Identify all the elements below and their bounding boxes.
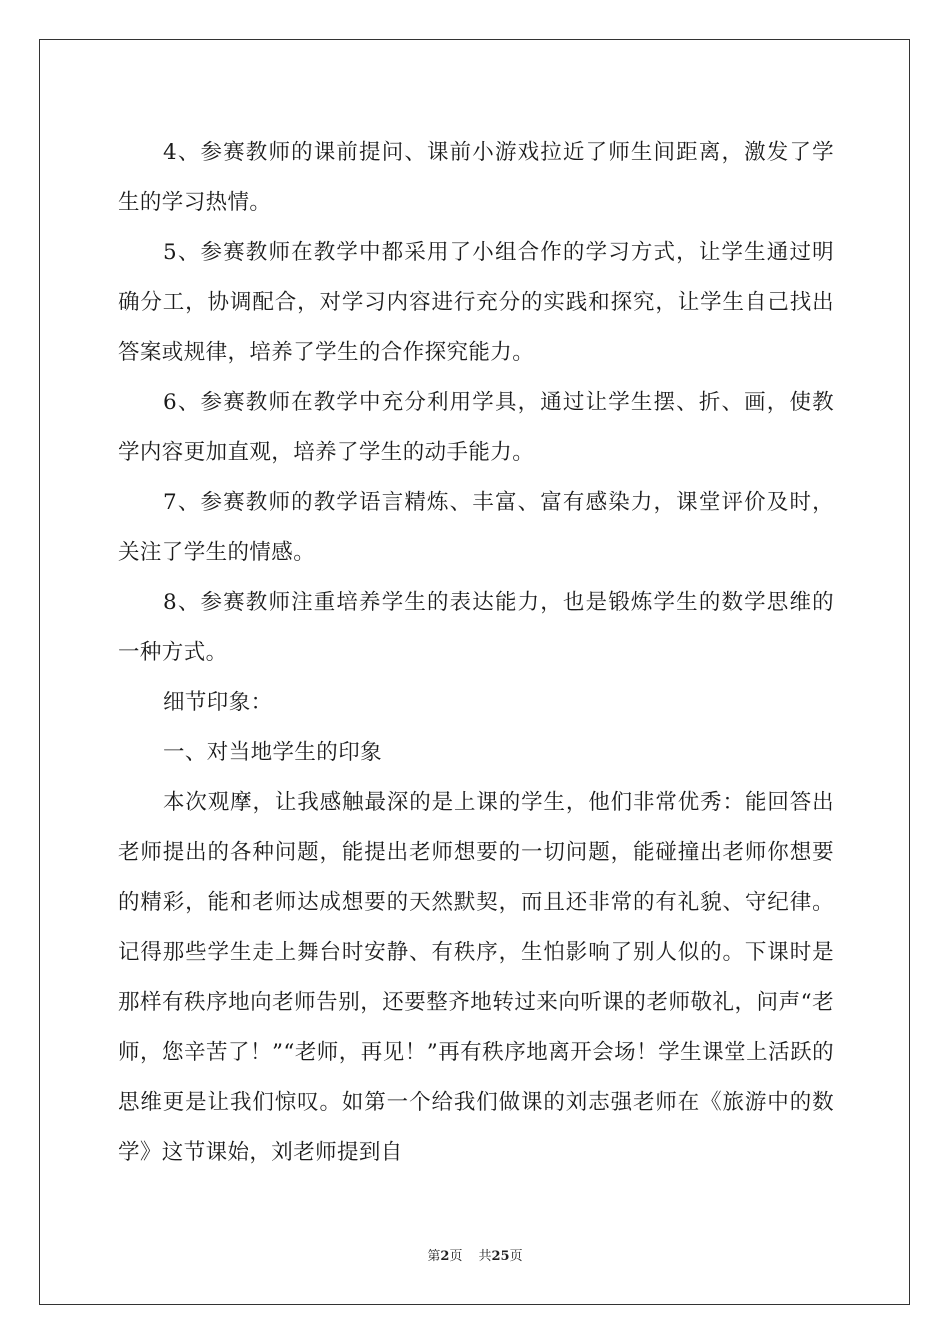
document-body: [118, 128, 834, 1178]
paragraph-item-4: 4、参赛教师的课前提问、课前小游戏拉近了师生间距离，激发了学生的学习热情。: [118, 140, 834, 215]
total-prefix: 共: [478, 1249, 492, 1264]
paragraph-observation: 本次观摩，让我感触最深的是上课的学生，他们非常优秀：能回答出老师提出的各种问题，能提出老师想要的一切问题，能碰撞出老师你想要的精彩，能和老师达成想要的天然默契，而且还非常的有礼貌、守纪律。记得那些学生走上舞台时安静、有秩序，生怕影响了别人似的。下课时是那样有秩序地向老师告别，还要整齐地转过来向听课的老师敬礼，问声“老师，您辛苦了！”“老师，再见！”再有秩序地离开会场！学生课堂上活跃的思维更是让我们惊叹。如第一个给我们做课的刘志强老师在《旅游中的数学》这节课始，刘老师提到自: [118, 790, 834, 1165]
page-total: 25: [491, 1249, 510, 1264]
page-current: 2: [440, 1249, 450, 1264]
paragraph-item-6: 6、参赛教师在教学中充分利用学具，通过让学生摆、折、画，使教学内容更加直观，培养了学生的动手能力。: [118, 390, 834, 465]
page-footer: [0, 1245, 950, 1264]
page-prefix: 第: [427, 1249, 441, 1264]
paragraph-item-7: 7、参赛教师的教学语言精炼、丰富、富有感染力，课堂评价及时，关注了学生的情感。: [118, 490, 834, 565]
subsection-heading-students: 一、对当地学生的印象: [163, 740, 383, 765]
section-heading-details: 细节印象：: [163, 690, 273, 715]
paragraph-item-8: 8、参赛教师注重培养学生的表达能力，也是锻炼学生的数学思维的一种方式。: [118, 590, 834, 665]
total-suffix: 页: [509, 1249, 523, 1264]
page-suffix: 页: [449, 1249, 463, 1264]
paragraph-item-5: 5、参赛教师在教学中都采用了小组合作的学习方式，让学生通过明确分工，协调配合，对学习内容进行充分的实践和探究，让学生自己找出答案或规律，培养了学生的合作探究能力。: [118, 240, 834, 365]
